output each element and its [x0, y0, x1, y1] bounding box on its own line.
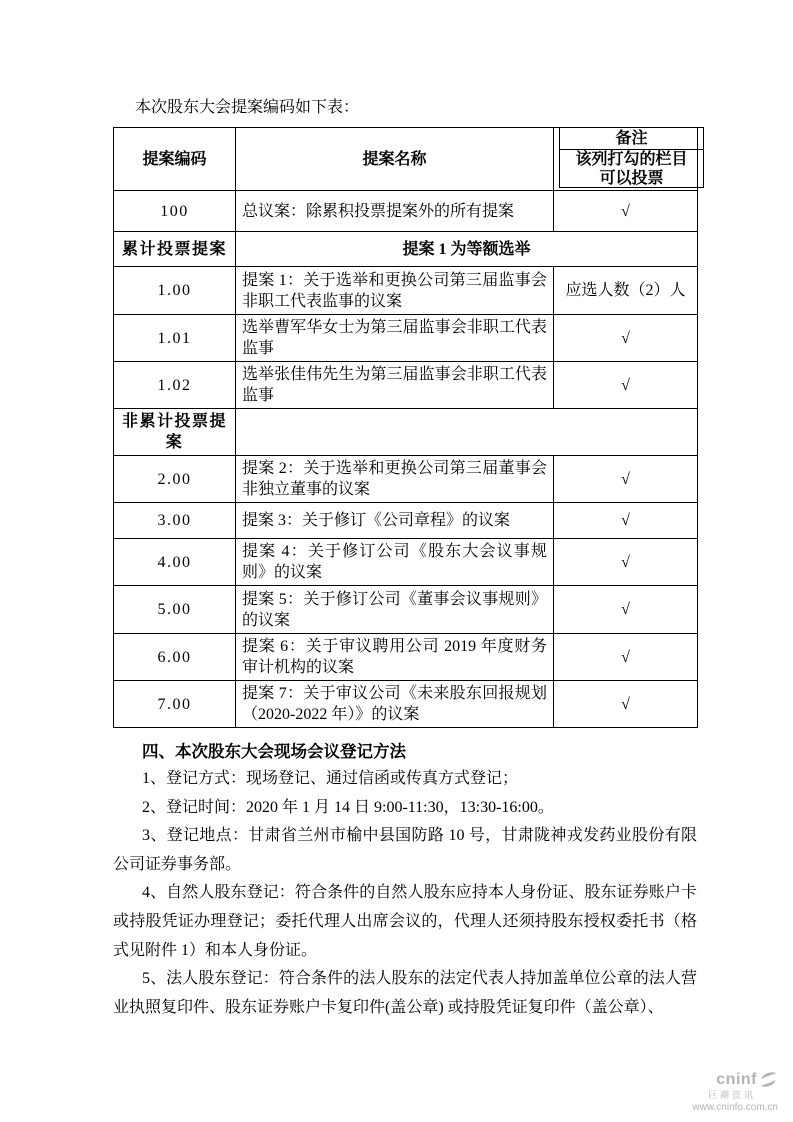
cell-remark: √: [554, 315, 698, 362]
cninfo-watermark: [648, 1070, 778, 1113]
section-cell-name: 提案 1 为等额选举: [236, 232, 698, 267]
cell-name: 提案 7：关于审议公司《未来股东回报规划（2020-2022 年）》的议案: [236, 681, 554, 728]
document-body: [113, 97, 697, 1022]
table-header-row: [114, 128, 698, 191]
cell-remark: √: [554, 191, 698, 232]
cell-code: 6.00: [114, 634, 236, 681]
cell-remark: 应选人数（2）人: [554, 267, 698, 315]
cell-code: 5.00: [114, 586, 236, 634]
paragraph-legal-person: 5、法人股东登记：符合条件的法人股东的法定代表人持加盖单位公章的法人营业执照复印件、股东证券账户卡复印件(盖公章) 或持股凭证复印件（盖公章）、: [113, 970, 697, 1016]
table-row: [114, 539, 698, 586]
section-cell-code: 累计投票提案: [114, 232, 236, 267]
cell-code: 100: [114, 191, 236, 232]
header-cell-code: 提案编码: [114, 128, 236, 191]
cell-remark: √: [554, 681, 698, 728]
table-section-row: [114, 409, 698, 456]
intro-line: 本次股东大会提案编码如下表：: [135, 99, 360, 116]
table-row: [114, 503, 698, 539]
cell-name: 提案 1：关于选举和更换公司第三届监事会非职工代表监事的议案: [236, 267, 554, 315]
remark-nested-box: [559, 127, 704, 188]
cell-remark: √: [554, 362, 698, 409]
proposal-code-table: [113, 127, 698, 728]
section-heading: 四、本次股东大会现场会议登记方法: [142, 742, 406, 761]
header-cell-name: 提案名称: [236, 128, 554, 191]
table-row: [114, 191, 698, 232]
cell-code: 1.02: [114, 362, 236, 409]
table-row: [114, 315, 698, 362]
cninfo-swirl-icon: [759, 1070, 778, 1089]
remark-label: 备注: [560, 128, 703, 150]
table-section-row: [114, 232, 698, 267]
cell-name: 提案 5：关于修订公司《董事会议事规则》的议案: [236, 586, 554, 634]
cell-name: 提案 2：关于选举和更换公司第三届董事会非独立董事的议案: [236, 456, 554, 503]
cell-code: 1.01: [114, 315, 236, 362]
cell-code: 1.00: [114, 267, 236, 315]
cell-name: 总议案：除累积投票提案外的所有提案: [236, 191, 554, 232]
paragraph-registration-method: 1、登记方式：现场登记、通过信函或传真方式登记；: [142, 770, 519, 787]
cell-remark: √: [554, 634, 698, 681]
cninfo-brand-text: cninf: [716, 1070, 757, 1088]
cell-name: 提案 6：关于审议聘用公司 2019 年度财务审计机构的议案: [236, 634, 554, 681]
section-cell-name: [236, 409, 698, 456]
section-cell-code: 非累计投票提案: [114, 409, 236, 456]
cell-remark: √: [554, 456, 698, 503]
cell-remark: √: [554, 503, 698, 539]
table-row: [114, 267, 698, 315]
cninfo-url: www.cninfo.com.cn: [692, 1102, 778, 1113]
paragraph-registration-time: 2、登记时间：2020 年 1 月 14 日 9:00-11:30，13:30-16:00。: [142, 798, 554, 816]
table-row: [114, 681, 698, 728]
remark-sublabel: 该列打勾的栏目可以投票: [575, 151, 688, 187]
cell-remark: √: [554, 586, 698, 634]
table-row: [114, 362, 698, 409]
table-row: [114, 634, 698, 681]
cell-name: 提案 3：关于修订《公司章程》的议案: [236, 503, 554, 539]
header-cell-remark: [554, 128, 698, 191]
cninfo-chinese-name: 巨潮资讯: [707, 1090, 756, 1100]
paragraph-registration-place: 3、登记地点：甘肃省兰州市榆中县国防路 10 号，甘肃陇神戎发药业股份有限公司证券事务部。: [113, 827, 697, 873]
cell-remark: √: [554, 539, 698, 586]
table-row: [114, 586, 698, 634]
cell-code: 7.00: [114, 681, 236, 728]
paragraph-natural-person: 4、自然人股东登记：符合条件的自然人股东应持本人身份证、股东证券账户卡或持股凭证办理登记；委托代理人出席会议的，代理人还须持股东授权委托书（格式见附件 1）和本人身份证。: [113, 884, 697, 959]
cell-name: 提案 4：关于修订公司《股东大会议事规则》的议案: [236, 539, 554, 586]
cell-name: 选举张佳伟先生为第三届监事会非职工代表监事: [236, 362, 554, 409]
cell-code: 4.00: [114, 539, 236, 586]
table-row: [114, 456, 698, 503]
cell-code: 3.00: [114, 503, 236, 539]
cell-code: 2.00: [114, 456, 236, 503]
cell-name: 选举曹军华女士为第三届监事会非职工代表监事: [236, 315, 554, 362]
